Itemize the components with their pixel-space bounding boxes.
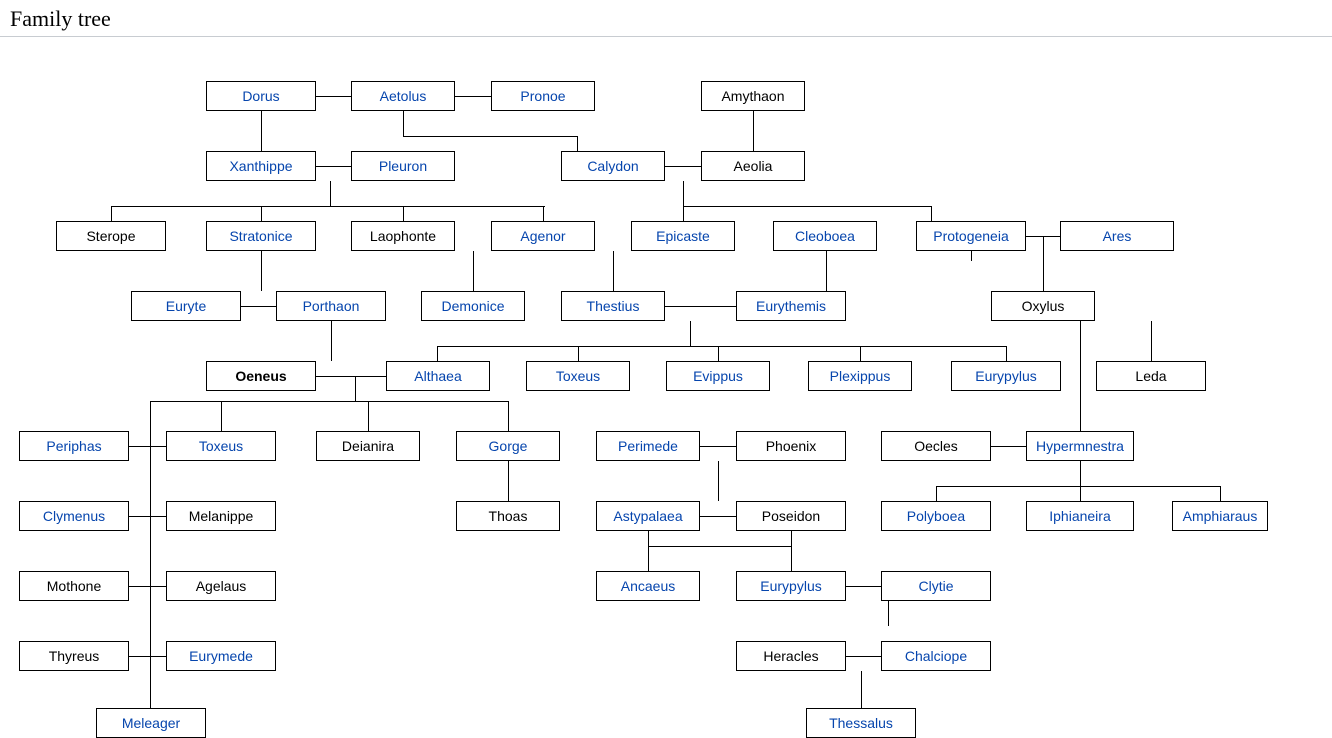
tree-node-dorus[interactable]: Dorus (206, 81, 316, 111)
connector-line (718, 461, 719, 501)
tree-node-calydon[interactable]: Calydon (561, 151, 665, 181)
connector-line (129, 586, 166, 587)
tree-node-oeneus[interactable]: Oeneus (206, 361, 316, 391)
tree-node-iphianeira[interactable]: Iphianeira (1026, 501, 1134, 531)
tree-node-thessalus[interactable]: Thessalus (806, 708, 916, 738)
connector-line (1080, 461, 1081, 486)
tree-node-poseidon: Poseidon (736, 501, 846, 531)
connector-line (150, 401, 508, 402)
tree-node-astypalaea[interactable]: Astypalaea (596, 501, 700, 531)
connector-line (577, 136, 578, 151)
connector-line (1006, 346, 1007, 361)
connector-line (791, 531, 792, 546)
tree-node-eurypylus1[interactable]: Eurypylus (951, 361, 1061, 391)
connector-line (508, 401, 509, 431)
connector-line (1043, 236, 1044, 291)
connector-line (861, 671, 862, 708)
tree-node-agenor[interactable]: Agenor (491, 221, 595, 251)
connector-line (683, 206, 931, 207)
connector-line (613, 251, 614, 291)
connector-line (316, 96, 351, 97)
connector-line (129, 446, 166, 447)
tree-node-ancaeus[interactable]: Ancaeus (596, 571, 700, 601)
tree-node-amphiaraus[interactable]: Amphiaraus (1172, 501, 1268, 531)
connector-line (368, 401, 369, 431)
connector-line (860, 346, 861, 361)
connector-line (543, 206, 544, 221)
tree-node-mothone: Mothone (19, 571, 129, 601)
page-title: Family tree (0, 0, 1332, 37)
connector-line (331, 321, 332, 361)
connector-line (826, 251, 827, 291)
tree-node-evippus[interactable]: Evippus (666, 361, 770, 391)
connector-line (111, 206, 112, 221)
tree-node-pleuron[interactable]: Pleuron (351, 151, 455, 181)
connector-line (355, 376, 356, 401)
connector-line (455, 96, 491, 97)
tree-node-pronoe[interactable]: Pronoe (491, 81, 595, 111)
tree-node-epicaste[interactable]: Epicaste (631, 221, 735, 251)
connector-line (578, 346, 579, 361)
tree-node-porthaon[interactable]: Porthaon (276, 291, 386, 321)
tree-node-deianira: Deianira (316, 431, 420, 461)
tree-node-althaea[interactable]: Althaea (386, 361, 490, 391)
connector-line (330, 181, 331, 206)
connector-line (936, 486, 1220, 487)
tree-node-polyboea[interactable]: Polyboea (881, 501, 991, 531)
connector-line (316, 166, 351, 167)
connector-line (261, 206, 262, 221)
connector-line (846, 586, 881, 587)
connector-line (1080, 321, 1081, 431)
tree-node-heracles: Heracles (736, 641, 846, 671)
tree-node-xanthippe[interactable]: Xanthippe (206, 151, 316, 181)
connector-line (648, 546, 791, 547)
tree-node-gorge[interactable]: Gorge (456, 431, 560, 461)
tree-node-clytie[interactable]: Clytie (881, 571, 991, 601)
connector-line (261, 111, 262, 151)
tree-node-periphas[interactable]: Periphas (19, 431, 129, 461)
connector-line (700, 446, 736, 447)
tree-node-stratonice[interactable]: Stratonice (206, 221, 316, 251)
tree-node-oxylus: Oxylus (991, 291, 1095, 321)
connector-line (690, 321, 691, 346)
tree-node-eurythemis[interactable]: Eurythemis (736, 291, 846, 321)
tree-node-eurypylus2[interactable]: Eurypylus (736, 571, 846, 601)
tree-node-leda: Leda (1096, 361, 1206, 391)
connector-line (221, 401, 222, 431)
connector-line (931, 206, 932, 221)
tree-node-protogeneia[interactable]: Protogeneia (916, 221, 1026, 251)
connector-line (261, 251, 262, 291)
connector-line (683, 181, 684, 221)
tree-node-agelaus: Agelaus (166, 571, 276, 601)
tree-node-oecles: Oecles (881, 431, 991, 461)
connector-line (648, 531, 649, 546)
tree-node-clymenus[interactable]: Clymenus (19, 501, 129, 531)
tree-node-aeolia: Aeolia (701, 151, 805, 181)
connector-line (316, 376, 386, 377)
tree-node-ares[interactable]: Ares (1060, 221, 1174, 251)
connector-line (791, 546, 792, 571)
connector-line (718, 346, 719, 361)
connector-line (1080, 486, 1081, 501)
tree-node-toxeus2[interactable]: Toxeus (166, 431, 276, 461)
connector-line (936, 486, 937, 501)
connector-line (648, 546, 649, 571)
connector-line (508, 461, 509, 501)
tree-node-laophonte: Laophonte (351, 221, 455, 251)
connector-line (1151, 321, 1152, 361)
connector-line (888, 601, 889, 626)
tree-node-thoas: Thoas (456, 501, 560, 531)
tree-node-melanippe: Melanippe (166, 501, 276, 531)
tree-node-perimede[interactable]: Perimede (596, 431, 700, 461)
tree-node-aetolus[interactable]: Aetolus (351, 81, 455, 111)
connector-line (700, 516, 736, 517)
connector-line (437, 346, 1006, 347)
connector-line (403, 111, 404, 137)
tree-node-demonice[interactable]: Demonice (421, 291, 525, 321)
connector-line (111, 206, 545, 207)
tree-node-sterope: Sterope (56, 221, 166, 251)
connector-line (665, 166, 701, 167)
connector-line (150, 401, 151, 708)
connector-line (403, 136, 577, 137)
connector-line (437, 346, 438, 361)
tree-node-euryte[interactable]: Euryte (131, 291, 241, 321)
connector-line (846, 656, 881, 657)
family-tree-diagram (0, 37, 1332, 731)
tree-node-chalciope[interactable]: Chalciope (881, 641, 991, 671)
tree-node-eurymede[interactable]: Eurymede (166, 641, 276, 671)
tree-node-plexippus[interactable]: Plexippus (808, 361, 912, 391)
connector-line (129, 656, 166, 657)
connector-line (991, 446, 1026, 447)
connector-line (129, 516, 166, 517)
connector-line (665, 306, 736, 307)
tree-node-thyreus: Thyreus (19, 641, 129, 671)
connector-line (241, 306, 276, 307)
tree-node-thestius[interactable]: Thestius (561, 291, 665, 321)
tree-node-toxeus1[interactable]: Toxeus (526, 361, 630, 391)
connector-line (753, 111, 754, 151)
connector-line (473, 251, 474, 291)
tree-node-meleager[interactable]: Meleager (96, 708, 206, 738)
connector-line (1220, 486, 1221, 501)
tree-node-phoenix: Phoenix (736, 431, 846, 461)
tree-node-hypermnestra[interactable]: Hypermnestra (1026, 431, 1134, 461)
connector-line (403, 206, 404, 221)
tree-node-amythaon: Amythaon (701, 81, 805, 111)
tree-node-cleoboea[interactable]: Cleoboea (773, 221, 877, 251)
